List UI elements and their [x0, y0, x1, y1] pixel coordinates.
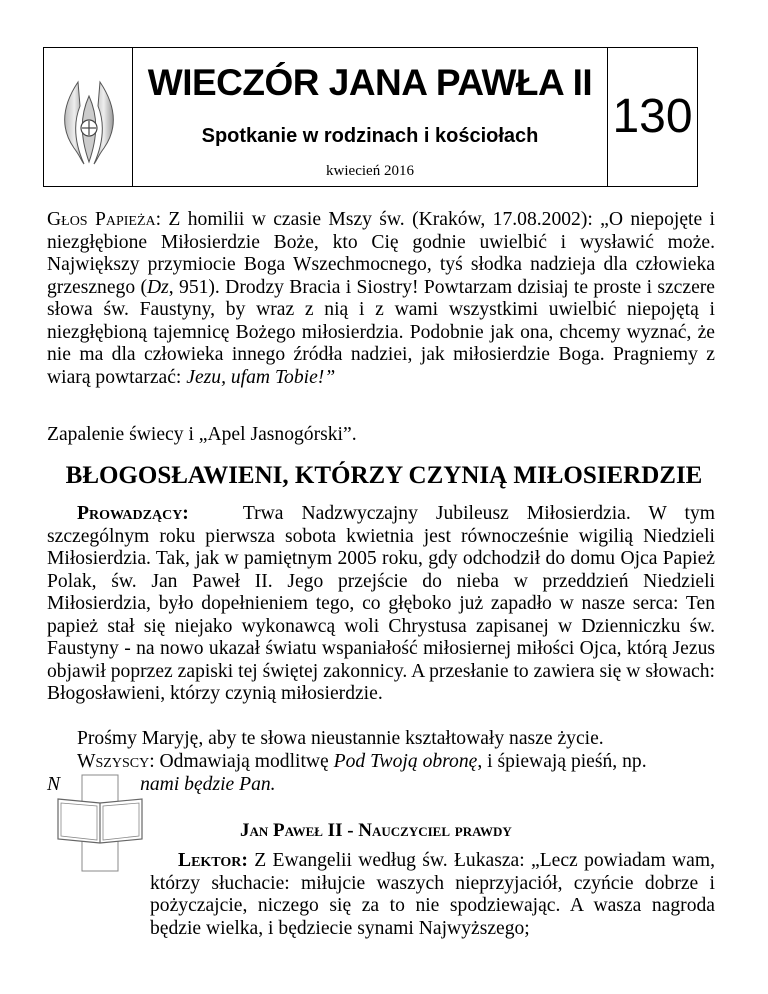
- section-heading-nauczyciel: Jan Paweł II - Nauczyciel prawdy: [240, 820, 512, 841]
- open-book-cross-icon: [56, 773, 146, 873]
- lektor-paragraph: [150, 850, 715, 940]
- header-box: [43, 47, 698, 187]
- prowadzacy-label: Prowadzący:: [77, 503, 189, 524]
- subtitle: Spotkanie w rodzinach i kościołach: [201, 125, 539, 147]
- section-heading-blogoslawieni: BŁOGOSŁAWIENI, KTÓRZY CZYNIĄ MIŁOSIERDZIE: [65, 462, 703, 489]
- glos-papieza-paragraph: [47, 209, 715, 389]
- issue-number: 130: [612, 90, 693, 143]
- glos-papieza-label: Głos Papieża: [47, 209, 156, 230]
- prowadzacy-paragraph: [47, 503, 715, 706]
- main-title: WIECZÓR JANA PAWŁA II: [147, 62, 593, 103]
- glos-text-2: , 951). Drodzy Bracia i Siostry! Powtarzam dzisiaj te proste i szczere słowa św. Faustyny, by wraz z nią i z wami wszystkimi uwielbić niepojętą i niezgłębioną tajemnicę Bożego miłosierdzia. Podobnie jak ona, chcemy wyznać, że nie ma dla człowieka innego źródła nadziei, jak miłosierdzie Boga. Pragniemy z wiarą powtarzać:: [47, 276, 715, 388]
- book-illustration: [56, 773, 146, 878]
- glos-source: Dz: [147, 276, 169, 298]
- lektor-label: Lektor:: [178, 850, 248, 871]
- glos-text-1: : Z homilii w czasie Mszy św. (Kraków, 17.08.2002): „O niepojęte i niezgłębione Miłosierdzie Boże, kto Cię godnie uwielbić i wysławić może. Największy przymiocie Boga Wszechmocnego, tyś słodka nadzieja dla człowieka grzesznego (: [47, 209, 715, 298]
- wszyscy-label: Wszyscy: [77, 751, 150, 772]
- candle-line: Zapalenie świecy i „Apel Jasnogórski”.: [47, 424, 357, 445]
- wszyscy-song-end: nami będzie Pan.: [140, 773, 276, 795]
- issue-date: kwiecień 2016: [326, 163, 414, 179]
- title-cell: [133, 48, 608, 186]
- wszyscy-paragraph: [47, 751, 715, 796]
- lektor-text: Z Ewangelii według św. Łukasza: „Lecz powiadam wam, którzy słuchacie: miłujcie waszych nieprzyjaciół, czyńcie dobrze i pożyczajcie, niczego się za to nie spodziewając. A wasza nagroda będzie wielka, i będziecie synami Najwyższego;: [150, 850, 715, 939]
- glos-quote: Jezu, ufam Tobie!”: [186, 366, 336, 388]
- wszyscy-prayer: Pod Twoją obronę: [333, 751, 478, 772]
- prosmy-paragraph: Prośmy Maryję, aby te słowa nieustannie kształtowały nasze życie.: [77, 728, 604, 749]
- wszyscy-text-1: : Odmawiają modlitwę: [149, 751, 334, 772]
- wszyscy-text-2: , i śpiewają pieśń, np.: [477, 751, 647, 772]
- logo-cell: [44, 48, 133, 186]
- papal-flame-logo-icon: [58, 76, 120, 166]
- wszyscy-song-start: N: [47, 773, 61, 795]
- prowadzacy-text: Trwa Nadzwyczajny Jubileusz Miłosierdzia. W tym szczególnym roku pierwsza sobota kwietnia jest równocześnie wigilią Niedzieli Miłosierdzia. Tak, jak w pamiętnym 2005 roku, gdy odchodził do domu Ojca Papież Polak, św. Jan Paweł II. Jego przejście do nieba w przeddzień Niedzieli Miłosierdzia, było dopełnieniem tego, co głęboko już zapadło w nasze serca: Ten papież stał się niejako wykonawcą woli Chrystusa zapisanej w Dzienniczku św. Faustyny - na nowo ukazał światu wspaniałość miłosiernej miłości Ojca, którą Jezus objawił poprzez zapiski tej świętej zakonnicy. A przesłanie to zawiera się w słowach: Błogosławieni, którzy czynią miłosierdzie.: [47, 503, 715, 704]
